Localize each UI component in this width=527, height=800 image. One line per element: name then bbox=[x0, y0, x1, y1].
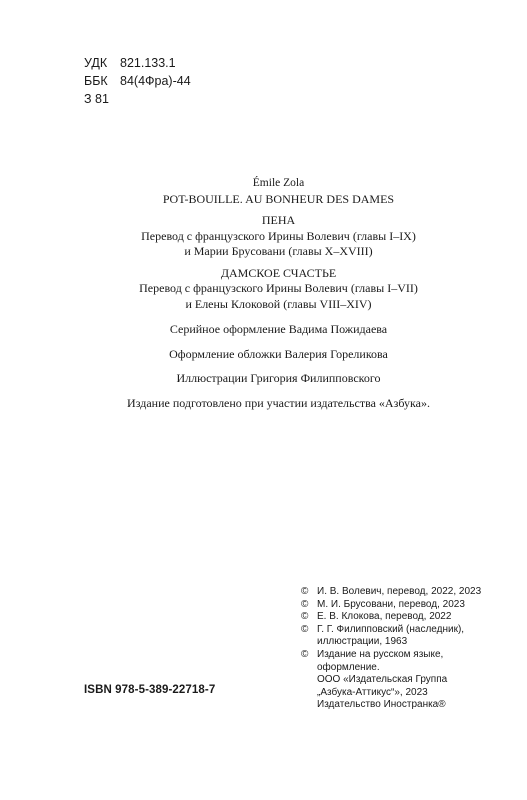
author-mark: З 81 bbox=[84, 92, 109, 106]
original-title: POT-BOUILLE. AU BONHEUR DES DAMES bbox=[162, 191, 395, 206]
translator-line: и Елены Клоковой (главы VIII–XIV) bbox=[185, 296, 372, 311]
copyright-text bbox=[317, 611, 451, 624]
copyright-item bbox=[301, 611, 501, 624]
translator-line: и Марии Брусовани (главы X–XVIII) bbox=[184, 244, 373, 258]
copyright-text bbox=[317, 599, 465, 612]
copyright-symbol: © bbox=[301, 623, 309, 635]
classification-block bbox=[84, 54, 191, 108]
copyright-line: Издательство Иностранка® bbox=[317, 699, 446, 711]
copyright-symbol: © bbox=[301, 611, 309, 623]
udc-row bbox=[84, 54, 191, 72]
illustrations-credit: Иллюстрации Григория Филипповского bbox=[176, 371, 381, 385]
copyright-text bbox=[317, 624, 464, 649]
copyright-item bbox=[301, 624, 501, 649]
cover-design-credit: Оформление обложки Валерия Гореликова bbox=[169, 346, 388, 361]
bbk-key: ББК bbox=[84, 74, 108, 88]
copyright-block bbox=[301, 586, 501, 712]
udc-value: 821.133.1 bbox=[120, 56, 176, 70]
udc-key: УДК bbox=[84, 56, 108, 70]
copyright-text bbox=[317, 649, 447, 712]
isbn: ISBN 978-5-389-22718-7 bbox=[84, 684, 216, 696]
bbk-row bbox=[84, 72, 191, 90]
copyright-line: ООО «Издательская Группа bbox=[317, 674, 448, 686]
copyright-line: иллюстрации, 1963 bbox=[317, 636, 408, 648]
copyright-line: И. В. Волевич, перевод, 2022, 2023 bbox=[317, 586, 482, 597]
translator-line: Перевод с французского Ирины Волевич (главы I–VII) bbox=[139, 281, 418, 295]
copyright-symbol: © bbox=[301, 598, 309, 610]
copyright-item bbox=[301, 586, 501, 599]
copyright-line: оформление. bbox=[317, 661, 380, 673]
author-name: Émile Zola bbox=[252, 177, 305, 189]
translator-line: Перевод с французского Ирины Волевич (главы I–IX) bbox=[141, 228, 416, 243]
title-credits bbox=[84, 176, 473, 411]
copyright-item bbox=[301, 649, 501, 712]
copyright-symbol: © bbox=[301, 586, 309, 597]
author-mark-row bbox=[84, 90, 191, 108]
publisher-participation-note: Издание подготовлено при участии издательства «Азбука». bbox=[127, 395, 430, 410]
bbk-value: 84(4Фра)-44 bbox=[120, 74, 191, 88]
copyright-line: М. И. Брусовани, перевод, 2023 bbox=[317, 598, 465, 610]
copyright-symbol: © bbox=[301, 648, 309, 660]
work-title-damskoe-schastie: ДАМСКОЕ СЧАСТЬЕ bbox=[220, 265, 337, 280]
copyright-line: „Азбука-Аттикус“», 2023 bbox=[317, 686, 428, 698]
copyright-line: Е. В. Клокова, перевод, 2022 bbox=[317, 611, 452, 623]
copyright-line: Г. Г. Филипповский (наследник), bbox=[317, 623, 465, 635]
copyright-text bbox=[317, 586, 481, 599]
copyright-item bbox=[301, 599, 501, 612]
series-design-credit: Серийное оформление Вадима Пожидаева bbox=[169, 322, 388, 336]
work-title-pena: ПЕНА bbox=[261, 213, 296, 227]
copyright-line: Издание на русском языке, bbox=[317, 648, 444, 660]
